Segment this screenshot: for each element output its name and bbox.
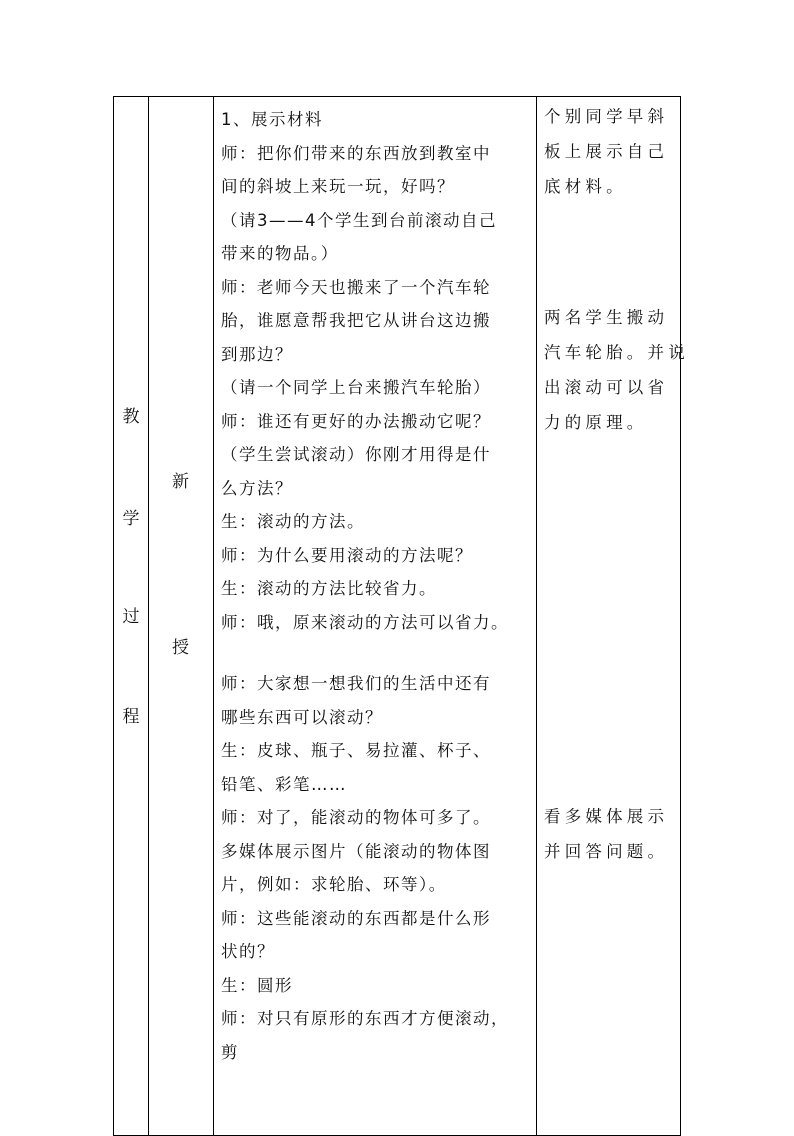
student-note [544,300,689,440]
content-line: 剪 [221,1042,239,1062]
teaching-content-column [213,97,536,1135]
content-line: 生：滚动的方法。 [221,512,365,531]
note-line: 并回答问题。 [544,842,669,861]
section-label-char: 教 [122,407,140,427]
content-line: 状的？ [221,942,275,961]
phase-label-char: 授 [172,638,189,658]
content-line: 多媒体展示图片（能滚动的物体图 [221,841,491,861]
content-line: 师：老师今天也搬来了一个汽车轮 [221,277,491,297]
content-line: 间的斜坡上来玩一玩，好吗？ [221,177,455,196]
note-line: 看多媒体展示 [544,807,669,826]
note-line: 汽车轮胎。并说 [544,343,689,362]
section-label-column [114,97,148,1135]
paragraph-gap [221,639,533,667]
content-line: 师：把你们带来的东西放到教室中 [221,143,491,163]
content-line: 片，例如：求轮胎、环等）。 [221,875,447,894]
content-line: 1、展示材料 [221,110,323,129]
student-note [544,799,678,869]
content-line: 生：滚动的方法比较省力。 [221,579,437,598]
section-label-char: 程 [122,707,140,727]
note-line: 出滚动可以省 [544,378,669,397]
note-line: 底材料。 [544,177,627,196]
student-note [544,99,678,204]
note-line: 板上展示自己 [544,142,669,161]
content-line: 师：哦，原来滚动的方法可以省力。 [221,612,509,632]
content-line: （请3——4个学生到台前滚动自己 [221,210,497,230]
phase-label-char: 新 [172,472,189,492]
section-label-char: 学 [122,509,140,529]
content-line: 师：为什么要用滚动的方法呢？ [221,545,473,565]
content-line: 哪些东西可以滚动？ [221,707,383,727]
content-line: 铅笔、彩笔…… [221,774,347,794]
content-line: 生：皮球、瓶子、易拉灌、杯子、 [221,741,491,760]
content-line: 师：对了，能滚动的物体可多了。 [221,808,491,827]
content-line: （学生尝试滚动）你刚才用得是什 [221,445,491,464]
content-line: 么方法？ [221,478,293,498]
note-line: 个别同学早斜 [544,107,669,126]
content-line: 胎，谁愿意帮我把它从讲台这边搬 [221,311,491,330]
note-line: 两名学生搬动 [544,308,669,327]
note-line: 力的原理。 [544,413,648,432]
content-line: 生：圆形 [221,975,293,995]
content-line: 师：大家想一想我们的生活中还有 [221,674,491,693]
lesson-table [113,96,689,1136]
content-line: 师：谁还有更好的办法搬动它呢？ [221,411,491,431]
content-line: 师：对只有原形的东西才方便滚动， [221,1009,509,1028]
content-line: （请一个同学上台来搬汽车轮胎） [221,378,491,397]
phase-label-column [148,97,213,1135]
content-line: 带来的物品。） [221,244,339,263]
section-label-char: 过 [122,607,140,627]
student-activity-column [536,97,689,1135]
teaching-content [221,103,533,1069]
content-line: 到那边？ [221,344,293,364]
content-line: 师：这些能滚动的东西都是什么形 [221,908,491,928]
